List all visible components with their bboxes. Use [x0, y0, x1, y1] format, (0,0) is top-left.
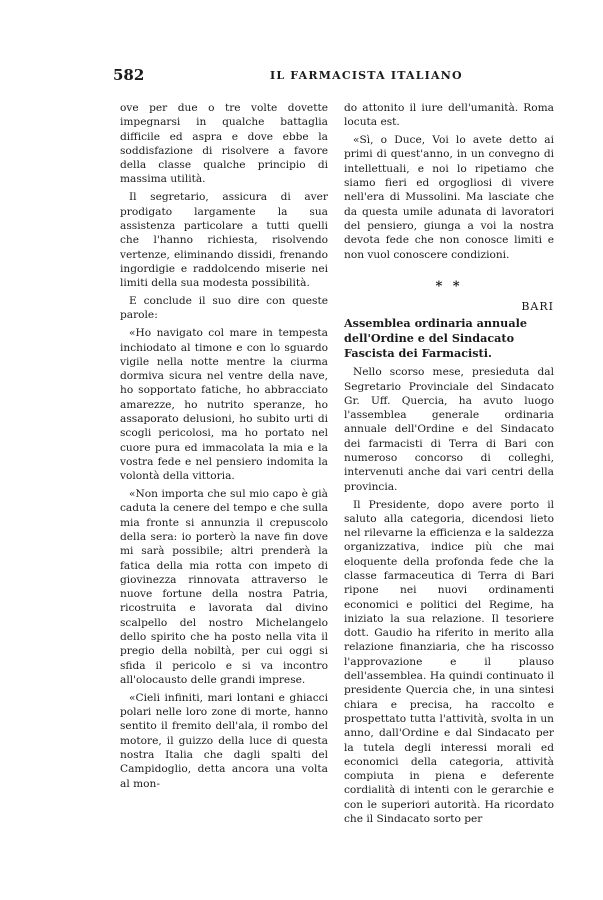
section-separator: * *: [435, 278, 463, 294]
article-title: Assemblea ordinaria annuale dell'Ordine e del Sindacato Fascista dei Farmacisti.: [344, 316, 527, 360]
left-paragraph-5: «Non importa che sul mio capo è già caduta la cenere del tempo e che sulla mia fronte si annunzia il crepuscolo della sera: io porterò la nave fin dove mi sarà possibile; altri prenderà la fatica della mia rotta con impeto di giovinezza rinnovata attraverso le nuove fortune della nostra Patria, ricostruita e lavorata dal divino scalpello del nostro Michelangelo dello spirito che ha posto nella vita il pregio della nobiltà, per cui oggi si sfida il pericolo e si va incontro all'olocausto delle grandi imprese.: [120, 488, 328, 686]
right-paragraph-3: Nello scorso mese, presieduta dal Segretario Provinciale del Sindacato Gr. Uff. Quercia, ha avuto luogo l'assemblea generale ordinaria annuale dell'Ordine e del Sindacato dei farmacisti di Terra di Bari con numeroso concorso di colleghi, intervenuti anche dai vari centri della provincia.: [344, 366, 554, 493]
running-title: IL FARMACISTA ITALIANO: [270, 69, 463, 82]
right-paragraph-1: do attonito il iure dell'umanità. Roma locuta est.: [344, 102, 554, 129]
page-number: 582: [113, 66, 145, 84]
left-paragraph-6: «Cieli infiniti, mari lontani e ghiacci polari nelle loro zone di morte, hanno sentito il fremito dell'ala, il rombo del motore, il guizzo della luce di questa nostra Italia che dagli spalti del Campidoglio, detta ancora una volta al mon-: [120, 691, 328, 790]
left-paragraph-4: «Ho navigato col mare in tempesta inchiodato al timone e con lo sguardo vigile nella notte mentre la ciurma dormiva sicura nel ventre della nave, ho sopportato fatiche, ho abbracciato amarezze, ho nutrito speranze, ho assaporato delusioni, ho subito urti di scogli pericolosi, ma ho portato nel cuore pura ed immacolata la mia e la vostra fede e nel pensiero indomita la volontà della vittoria.: [120, 327, 328, 483]
right-paragraph-4: Il Presidente, dopo avere porto il saluto alla categoria, dicendosi lieto nel rilevarne la efficienza e la saldezza organizzativa, indice più che mai eloquente della profonda fede che la classe farmaceutica di Terra di Bari ripone nei nuovi ordinamenti economici e politici del Regime, ha iniziato la sua relazione. Il tesoriere dott. Gaudio ha riferito in merito alla relazione finanziaria, che ha riscosso l'approvazione e il plauso dell'assemblea. Ha quindi continuato il presidente Quercia che, in una sintesi chiara e precisa, ha raccolto e prospettato tutta l'attività, svolta in un anno, dall'Ordine e dal Sindacato per la tutela degli interessi morali ed economici della categoria, attività compiuta in piena e deferente cordialità di intenti con le gerarchie e con le superiori autorità. Ha ricordato che il Sindacato sorto per: [344, 498, 554, 826]
left-paragraph-2: Il segretario, assicura di aver prodigato largamente la sua assistenza particolare a tutti quelli che l'hanno richiesta, risolvendo vertenze, eliminando dissidi, frenando ingordigie e raddolcendo miserie nei limiti della sua modesta possibilità.: [120, 191, 328, 290]
right-column: [344, 101, 554, 830]
city-heading: BARI: [521, 300, 554, 314]
left-column: [120, 101, 328, 795]
right-paragraph-2: «Sì, o Duce, Voi lo avete detto ai primi di quest'anno, in un convegno di intellettuali, e noi lo ripetiamo che siamo fieri ed orgogliosi di vivere nell'era di Mussolini. Ma lasciate che da questa umile adunata di lavoratori del pensiero, giunga a voi la nostra devota fede che non conosce limiti e non vuol conoscere condizioni.: [344, 134, 554, 261]
left-paragraph-1: ove per due o tre volte dovette impegnarsi in qualche battaglia difficile ed aspra e dove ebbe la soddisfazione di risolvere a favore della classe qualche principio di massima utilità.: [120, 102, 328, 186]
left-paragraph-3: E conclude il suo dire con queste parole:: [120, 295, 328, 322]
